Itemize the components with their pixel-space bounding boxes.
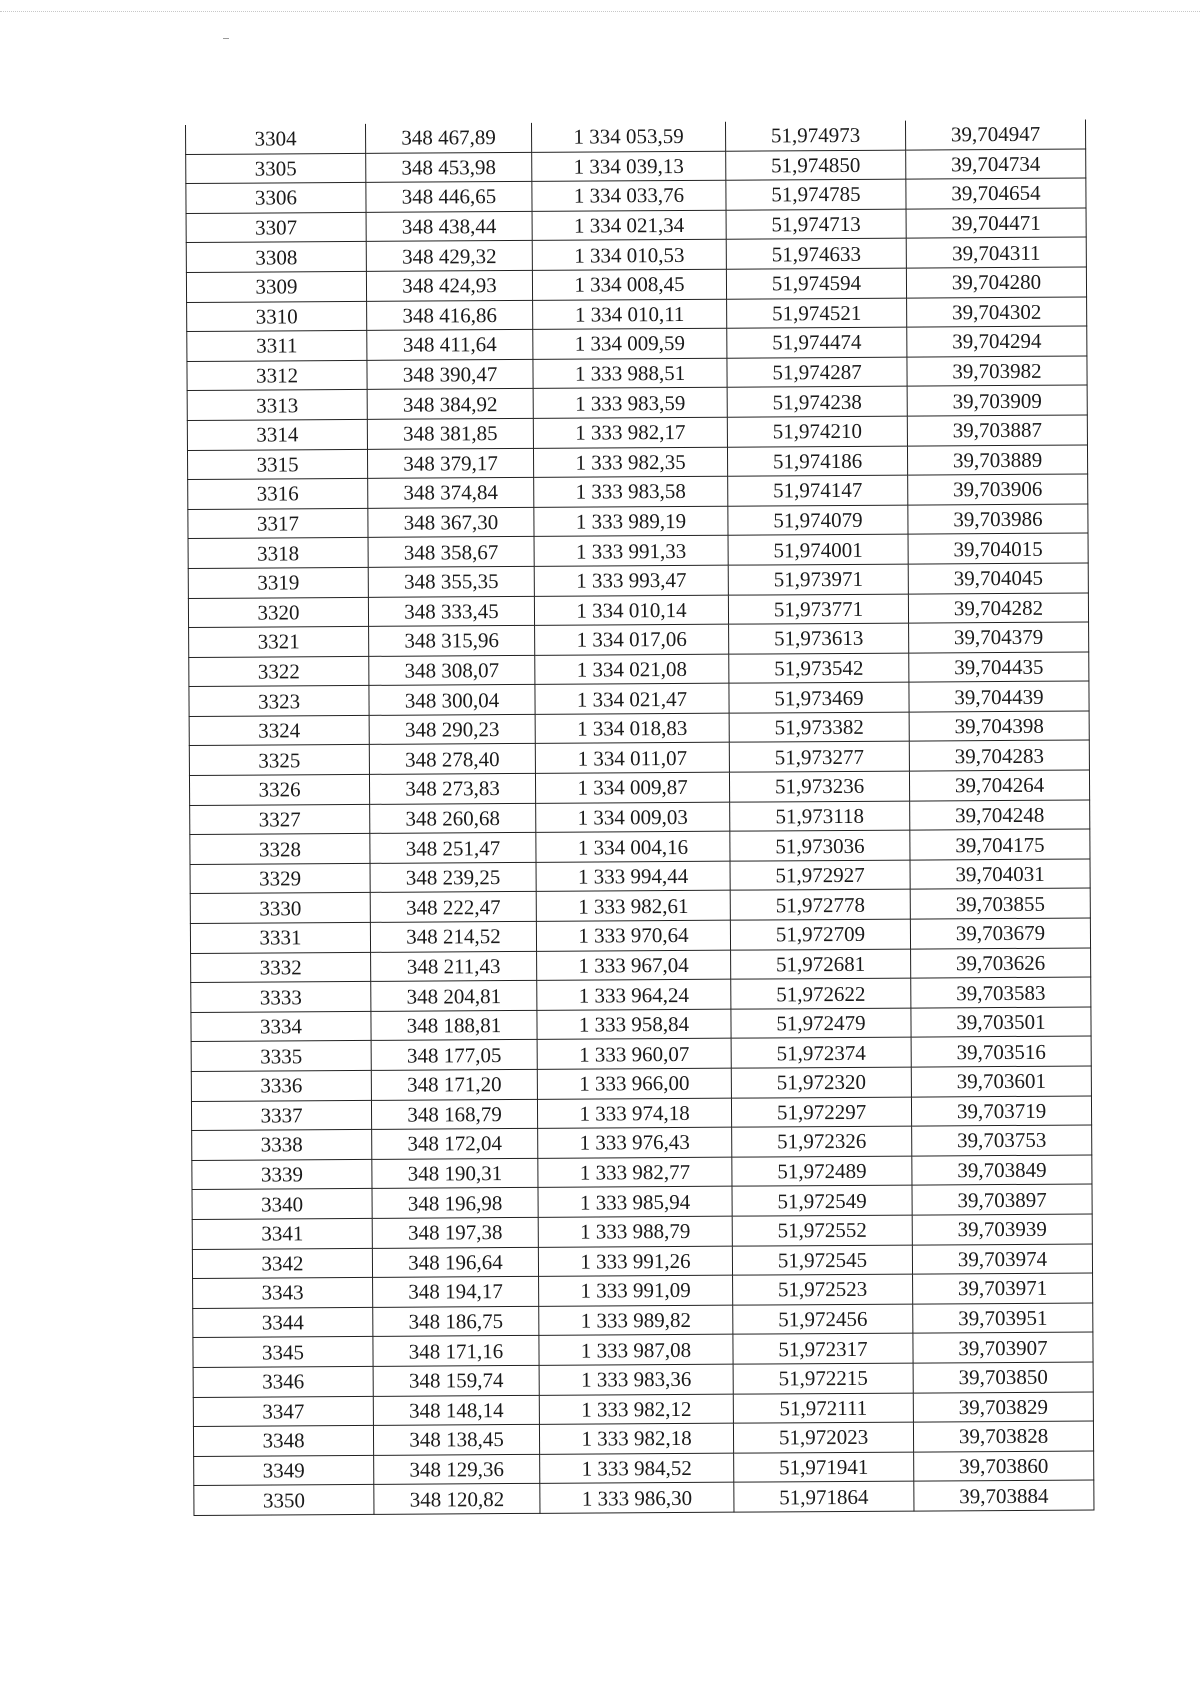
cell-point: 3329 bbox=[190, 863, 370, 894]
cell-latitude: 51,974973 bbox=[725, 121, 905, 151]
cell-x: 348 129,36 bbox=[374, 1454, 540, 1485]
cell-latitude: 51,974785 bbox=[726, 179, 906, 210]
cell-point: 3337 bbox=[191, 1100, 371, 1131]
cell-x: 348 148,14 bbox=[373, 1395, 539, 1426]
cell-y: 1 333 982,17 bbox=[533, 417, 727, 448]
cell-point: 3327 bbox=[190, 804, 370, 835]
cell-latitude: 51,971941 bbox=[734, 1452, 914, 1483]
cell-x: 348 186,75 bbox=[373, 1306, 539, 1337]
cell-y: 1 333 958,84 bbox=[537, 1009, 731, 1040]
cell-x: 348 411,64 bbox=[367, 330, 533, 361]
cell-latitude: 51,972549 bbox=[732, 1185, 912, 1216]
cell-longitude: 39,704439 bbox=[909, 681, 1089, 712]
cell-point: 3320 bbox=[188, 597, 368, 628]
cell-point: 3310 bbox=[187, 301, 367, 332]
cell-longitude: 39,703753 bbox=[912, 1125, 1092, 1156]
cell-longitude: 39,703626 bbox=[911, 948, 1091, 979]
cell-latitude: 51,972622 bbox=[731, 978, 911, 1009]
cell-x: 348 177,05 bbox=[371, 1040, 537, 1071]
cell-x: 348 188,81 bbox=[371, 1010, 537, 1041]
cell-x: 348 194,17 bbox=[373, 1277, 539, 1308]
cell-longitude: 39,703719 bbox=[911, 1096, 1091, 1127]
cell-y: 1 334 021,34 bbox=[532, 210, 726, 241]
scan-speck bbox=[223, 38, 229, 39]
cell-longitude: 39,703909 bbox=[907, 385, 1087, 416]
cell-point: 3323 bbox=[189, 686, 369, 717]
cell-y: 1 333 993,47 bbox=[534, 565, 728, 596]
cell-longitude: 39,704175 bbox=[910, 829, 1090, 860]
cell-longitude: 39,703971 bbox=[913, 1273, 1093, 1304]
cell-x: 348 381,85 bbox=[367, 418, 533, 449]
cell-longitude: 39,703849 bbox=[912, 1155, 1092, 1186]
cell-longitude: 39,703884 bbox=[914, 1480, 1094, 1511]
cell-x: 348 358,67 bbox=[368, 537, 534, 568]
cell-point: 3345 bbox=[193, 1337, 373, 1368]
cell-x: 348 260,68 bbox=[370, 803, 536, 834]
cell-latitude: 51,972023 bbox=[733, 1422, 913, 1453]
cell-point: 3341 bbox=[192, 1218, 372, 1249]
cell-y: 1 333 964,24 bbox=[537, 979, 731, 1010]
cell-y: 1 334 018,83 bbox=[535, 713, 729, 744]
cell-y: 1 333 989,82 bbox=[539, 1305, 733, 1336]
cell-x: 348 168,79 bbox=[371, 1099, 537, 1130]
cell-point: 3308 bbox=[186, 242, 366, 273]
cell-latitude: 51,972297 bbox=[731, 1097, 911, 1128]
cell-longitude: 39,703828 bbox=[913, 1421, 1093, 1452]
cell-longitude: 39,704015 bbox=[908, 533, 1088, 564]
cell-y: 1 333 982,61 bbox=[536, 891, 730, 922]
cell-y: 1 333 982,18 bbox=[539, 1423, 733, 1454]
cell-x: 348 159,74 bbox=[373, 1365, 539, 1396]
cell-latitude: 51,973469 bbox=[729, 682, 909, 713]
cell-point: 3332 bbox=[191, 952, 371, 983]
cell-x: 348 367,30 bbox=[368, 507, 534, 538]
cell-x: 348 273,83 bbox=[369, 773, 535, 804]
cell-latitude: 51,974474 bbox=[727, 327, 907, 358]
cell-longitude: 39,703583 bbox=[911, 977, 1091, 1008]
cell-y: 1 333 976,43 bbox=[538, 1127, 732, 1158]
cell-y: 1 334 021,08 bbox=[535, 654, 729, 685]
cell-longitude: 39,703887 bbox=[907, 415, 1087, 446]
cell-longitude: 39,703601 bbox=[911, 1066, 1091, 1097]
cell-x: 348 416,86 bbox=[367, 300, 533, 331]
cell-y: 1 333 982,12 bbox=[539, 1394, 733, 1425]
cell-x: 348 171,16 bbox=[373, 1336, 539, 1367]
cell-latitude: 51,973971 bbox=[728, 564, 908, 595]
cell-longitude: 39,703855 bbox=[910, 888, 1090, 919]
cell-longitude: 39,704311 bbox=[906, 237, 1086, 268]
cell-longitude: 39,703889 bbox=[907, 445, 1087, 476]
cell-latitude: 51,972456 bbox=[733, 1304, 913, 1335]
cell-latitude: 51,974238 bbox=[727, 386, 907, 417]
table-row bbox=[194, 1480, 1094, 1515]
cell-latitude: 51,974633 bbox=[726, 238, 906, 269]
cell-x: 348 424,93 bbox=[366, 270, 532, 301]
cell-longitude: 39,704280 bbox=[906, 267, 1086, 298]
cell-y: 1 334 010,53 bbox=[532, 240, 726, 271]
cell-longitude: 39,703951 bbox=[913, 1303, 1093, 1334]
cell-x: 348 300,04 bbox=[369, 685, 535, 716]
cell-point: 3346 bbox=[193, 1366, 373, 1397]
cell-point: 3335 bbox=[191, 1041, 371, 1072]
cell-x: 348 278,40 bbox=[369, 744, 535, 775]
cell-latitude: 51,972927 bbox=[730, 860, 910, 891]
cell-longitude: 39,703939 bbox=[912, 1214, 1092, 1245]
cell-longitude: 39,703860 bbox=[914, 1451, 1094, 1482]
cell-point: 3305 bbox=[186, 153, 366, 184]
cell-point: 3314 bbox=[187, 419, 367, 450]
cell-y: 1 333 960,07 bbox=[537, 1039, 731, 1070]
cell-point: 3334 bbox=[191, 1011, 371, 1042]
cell-latitude: 51,972215 bbox=[733, 1363, 913, 1394]
cell-point: 3309 bbox=[186, 271, 366, 302]
cell-latitude: 51,973118 bbox=[730, 801, 910, 832]
cell-y: 1 334 009,03 bbox=[536, 802, 730, 833]
cell-y: 1 333 970,64 bbox=[536, 920, 730, 951]
cell-y: 1 334 021,47 bbox=[535, 683, 729, 714]
cell-point: 3321 bbox=[189, 626, 369, 657]
cell-x: 348 251,47 bbox=[370, 833, 536, 864]
cell-y: 1 333 988,79 bbox=[538, 1216, 732, 1247]
cell-longitude: 39,704283 bbox=[909, 740, 1089, 771]
cell-latitude: 51,972479 bbox=[731, 1008, 911, 1039]
cell-longitude: 39,703829 bbox=[913, 1392, 1093, 1423]
cell-x: 348 374,84 bbox=[368, 478, 534, 509]
cell-latitude: 51,974210 bbox=[727, 416, 907, 447]
cell-point: 3348 bbox=[193, 1425, 373, 1456]
cell-point: 3312 bbox=[187, 360, 367, 391]
cell-point: 3340 bbox=[192, 1189, 372, 1220]
cell-point: 3333 bbox=[191, 982, 371, 1013]
cell-x: 348 214,52 bbox=[370, 921, 536, 952]
cell-point: 3322 bbox=[189, 656, 369, 687]
scan-edge-line bbox=[0, 11, 1200, 12]
cell-latitude: 51,973382 bbox=[729, 712, 909, 743]
cell-point: 3336 bbox=[191, 1070, 371, 1101]
cell-x: 348 333,45 bbox=[368, 596, 534, 627]
cell-y: 1 333 987,08 bbox=[539, 1335, 733, 1366]
cell-point: 3347 bbox=[193, 1396, 373, 1427]
cell-point: 3344 bbox=[193, 1307, 373, 1338]
cell-x: 348 390,47 bbox=[367, 359, 533, 390]
cell-latitude: 51,972681 bbox=[731, 949, 911, 980]
cell-point: 3342 bbox=[192, 1248, 372, 1279]
cell-y: 1 334 033,76 bbox=[532, 180, 726, 211]
cell-y: 1 334 008,45 bbox=[532, 269, 726, 300]
cell-longitude: 39,703850 bbox=[913, 1362, 1093, 1393]
cell-y: 1 333 983,58 bbox=[534, 476, 728, 507]
cell-latitude: 51,972374 bbox=[731, 1037, 911, 1068]
cell-x: 348 171,20 bbox=[371, 1069, 537, 1100]
cell-y: 1 333 982,77 bbox=[538, 1157, 732, 1188]
cell-point: 3318 bbox=[188, 538, 368, 569]
cell-x: 348 315,96 bbox=[369, 625, 535, 656]
cell-longitude: 39,704435 bbox=[909, 652, 1089, 683]
cell-latitude: 51,974079 bbox=[728, 505, 908, 536]
cell-longitude: 39,704264 bbox=[909, 770, 1089, 801]
cell-latitude: 51,972317 bbox=[733, 1333, 913, 1364]
cell-longitude: 39,703679 bbox=[910, 918, 1090, 949]
cell-longitude: 39,704471 bbox=[906, 208, 1086, 239]
cell-point: 3343 bbox=[193, 1278, 373, 1309]
cell-latitude: 51,974713 bbox=[726, 209, 906, 240]
cell-x: 348 197,38 bbox=[372, 1217, 538, 1248]
cell-latitude: 51,974287 bbox=[727, 357, 907, 388]
cell-y: 1 333 988,51 bbox=[533, 358, 727, 389]
cell-y: 1 334 010,11 bbox=[533, 299, 727, 330]
cell-longitude: 39,703982 bbox=[907, 356, 1087, 387]
cell-longitude: 39,703516 bbox=[911, 1036, 1091, 1067]
cell-x: 348 204,81 bbox=[371, 981, 537, 1012]
cell-y: 1 333 986,30 bbox=[540, 1482, 734, 1513]
cell-point: 3350 bbox=[194, 1485, 374, 1516]
cell-x: 348 438,44 bbox=[366, 211, 532, 242]
cell-y: 1 333 983,59 bbox=[533, 388, 727, 419]
cell-y: 1 334 004,16 bbox=[536, 831, 730, 862]
cell-x: 348 379,17 bbox=[367, 448, 533, 479]
cell-point: 3304 bbox=[185, 124, 365, 154]
cell-x: 348 308,07 bbox=[369, 655, 535, 686]
cell-x: 348 172,04 bbox=[372, 1129, 538, 1160]
cell-longitude: 39,703501 bbox=[911, 1007, 1091, 1038]
cell-latitude: 51,974001 bbox=[728, 534, 908, 565]
cell-point: 3317 bbox=[188, 508, 368, 539]
cell-y: 1 334 009,59 bbox=[533, 328, 727, 359]
cell-y: 1 333 991,26 bbox=[538, 1246, 732, 1277]
cell-x: 348 453,98 bbox=[366, 152, 532, 183]
cell-point: 3313 bbox=[187, 390, 367, 421]
cell-y: 1 333 989,19 bbox=[534, 506, 728, 537]
cell-y: 1 334 009,87 bbox=[535, 772, 729, 803]
cell-longitude: 39,704379 bbox=[909, 622, 1089, 653]
cell-latitude: 51,974594 bbox=[726, 268, 906, 299]
cell-y: 1 333 967,04 bbox=[537, 950, 731, 981]
cell-longitude: 39,704302 bbox=[907, 297, 1087, 328]
cell-point: 3315 bbox=[187, 449, 367, 480]
cell-x: 348 355,35 bbox=[368, 566, 534, 597]
cell-latitude: 51,972709 bbox=[730, 919, 910, 950]
cell-latitude: 51,974186 bbox=[727, 446, 907, 477]
cell-x: 348 222,47 bbox=[370, 892, 536, 923]
cell-latitude: 51,974147 bbox=[728, 475, 908, 506]
cell-y: 1 334 053,59 bbox=[531, 122, 725, 152]
cell-latitude: 51,973771 bbox=[728, 594, 908, 625]
cell-x: 348 190,31 bbox=[372, 1158, 538, 1189]
cell-latitude: 51,974850 bbox=[726, 150, 906, 181]
cell-point: 3328 bbox=[190, 834, 370, 865]
cell-x: 348 196,98 bbox=[372, 1188, 538, 1219]
cell-longitude: 39,703897 bbox=[912, 1184, 1092, 1215]
cell-latitude: 51,973036 bbox=[730, 830, 910, 861]
cell-latitude: 51,971864 bbox=[734, 1481, 914, 1512]
cell-point: 3319 bbox=[188, 567, 368, 598]
cell-x: 348 120,82 bbox=[374, 1484, 540, 1515]
cell-longitude: 39,704734 bbox=[906, 149, 1086, 180]
cell-y: 1 333 991,09 bbox=[539, 1275, 733, 1306]
cell-y: 1 333 991,33 bbox=[534, 536, 728, 567]
cell-longitude: 39,703907 bbox=[913, 1332, 1093, 1363]
cell-point: 3331 bbox=[190, 922, 370, 953]
cell-x: 348 446,65 bbox=[366, 182, 532, 213]
cell-x: 348 211,43 bbox=[371, 951, 537, 982]
cell-longitude: 39,704282 bbox=[908, 592, 1088, 623]
cell-longitude: 39,704947 bbox=[905, 119, 1085, 149]
cell-latitude: 51,972523 bbox=[733, 1274, 913, 1305]
cell-longitude: 39,703974 bbox=[912, 1244, 1092, 1275]
cell-latitude: 51,972320 bbox=[731, 1067, 911, 1098]
cell-y: 1 333 984,52 bbox=[540, 1453, 734, 1484]
cell-point: 3311 bbox=[187, 331, 367, 362]
cell-latitude: 51,972778 bbox=[730, 890, 910, 921]
document-page bbox=[185, 120, 1094, 1575]
cell-latitude: 51,972552 bbox=[732, 1215, 912, 1246]
cell-latitude: 51,974521 bbox=[727, 298, 907, 329]
cell-x: 348 290,23 bbox=[369, 714, 535, 745]
cell-x: 348 467,89 bbox=[365, 123, 531, 153]
cell-latitude: 51,972326 bbox=[732, 1126, 912, 1157]
cell-latitude: 51,972545 bbox=[732, 1245, 912, 1276]
cell-point: 3306 bbox=[186, 183, 366, 214]
cell-longitude: 39,704045 bbox=[908, 563, 1088, 594]
cell-point: 3339 bbox=[192, 1159, 372, 1190]
cell-latitude: 51,972111 bbox=[733, 1393, 913, 1424]
cell-point: 3338 bbox=[192, 1130, 372, 1161]
cell-longitude: 39,704248 bbox=[910, 800, 1090, 831]
cell-x: 348 196,64 bbox=[372, 1247, 538, 1278]
cell-x: 348 384,92 bbox=[367, 389, 533, 420]
cell-point: 3324 bbox=[189, 715, 369, 746]
cell-y: 1 333 994,44 bbox=[536, 861, 730, 892]
cell-y: 1 334 011,07 bbox=[535, 743, 729, 774]
cell-longitude: 39,704294 bbox=[907, 326, 1087, 357]
cell-x: 348 138,45 bbox=[373, 1424, 539, 1455]
coordinates-table bbox=[185, 119, 1094, 1515]
cell-y: 1 333 966,00 bbox=[537, 1068, 731, 1099]
cell-latitude: 51,973277 bbox=[729, 742, 909, 773]
cell-longitude: 39,703986 bbox=[908, 504, 1088, 535]
cell-y: 1 333 985,94 bbox=[538, 1187, 732, 1218]
cell-latitude: 51,973613 bbox=[729, 623, 909, 654]
cell-y: 1 334 010,14 bbox=[534, 595, 728, 626]
coordinates-table-body bbox=[185, 119, 1093, 1515]
cell-longitude: 39,704654 bbox=[906, 178, 1086, 209]
cell-y: 1 333 982,35 bbox=[533, 447, 727, 478]
cell-x: 348 239,25 bbox=[370, 862, 536, 893]
cell-latitude: 51,973236 bbox=[729, 771, 909, 802]
cell-point: 3326 bbox=[189, 774, 369, 805]
cell-y: 1 334 017,06 bbox=[535, 624, 729, 655]
cell-latitude: 51,973542 bbox=[729, 653, 909, 684]
cell-longitude: 39,704398 bbox=[909, 711, 1089, 742]
cell-point: 3307 bbox=[186, 212, 366, 243]
cell-y: 1 333 983,36 bbox=[539, 1364, 733, 1395]
cell-point: 3316 bbox=[188, 479, 368, 510]
cell-y: 1 334 039,13 bbox=[532, 151, 726, 182]
cell-point: 3349 bbox=[194, 1455, 374, 1486]
cell-longitude: 39,703906 bbox=[908, 474, 1088, 505]
cell-longitude: 39,704031 bbox=[910, 859, 1090, 890]
cell-point: 3330 bbox=[190, 893, 370, 924]
cell-y: 1 333 974,18 bbox=[537, 1098, 731, 1129]
cell-latitude: 51,972489 bbox=[732, 1156, 912, 1187]
cell-x: 348 429,32 bbox=[366, 241, 532, 272]
cell-point: 3325 bbox=[189, 745, 369, 776]
